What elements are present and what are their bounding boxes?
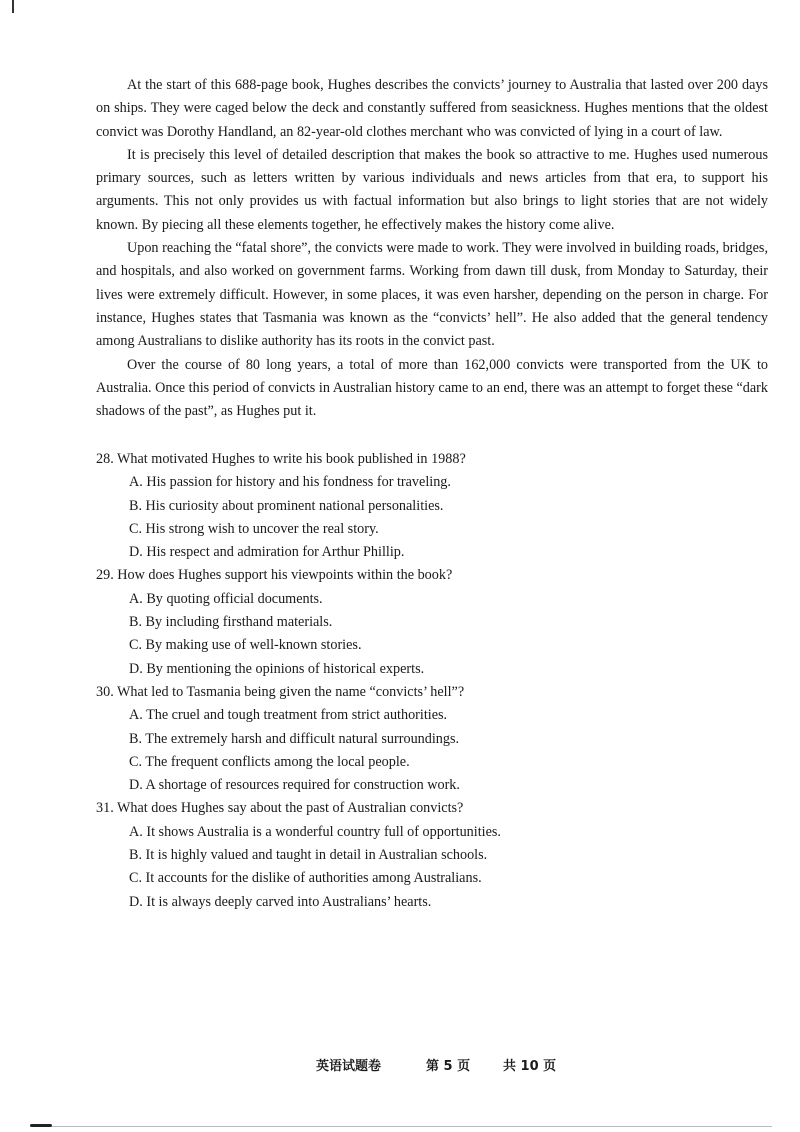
question-stem: 29. How does Hughes support his viewpoints within the book?	[96, 567, 453, 584]
option-a: A. By quoting official documents.	[129, 590, 323, 607]
option-c: C. The frequent conflicts among the local people.	[129, 753, 410, 770]
option-c: C. His strong wish to uncover the real story.	[129, 520, 379, 537]
option-a: A. The cruel and tough treatment from strict authorities.	[129, 707, 448, 724]
passage-paragraph-1: At the start of this 688-page book, Hughes describes the convicts’ journey to Australia that lasted over 200 days on ships. They were caged below the deck and constantly suffered from seasickness. Hughes mentions that the oldest convict was Dorothy Handland, an 82-year-old clothes merchant who was convicted of lying in a court of law.	[96, 77, 768, 140]
option-d: D. His respect and admiration for Arthur Phillip.	[129, 544, 405, 561]
passage-paragraph-3: Upon reaching the “fatal shore”, the convicts were made to work. They were involved in building roads, bridges, and hospitals, and also worked on government farms. Working from dawn till dusk, from Monday to Saturday, their lives were extremely difficult. However, in some places, it was even harsher, depending on the person in charge. For instance, Hughes states that Tasmania was known as the “convicts’ hell”. He also added that the general tendency among Australians to dislike authority has its roots in the convict past.	[96, 240, 768, 350]
option-a: A. It shows Australia is a wonderful country full of opportunities.	[129, 823, 501, 840]
option-b: B. It is highly valued and taught in detail in Australian schools.	[129, 847, 488, 864]
option-b: B. The extremely harsh and difficult natural surroundings.	[129, 730, 460, 747]
scan-edge-mark	[12, 0, 14, 13]
option-d: D. By mentioning the opinions of historical experts.	[129, 660, 425, 677]
question-28	[96, 448, 768, 564]
question-30	[96, 681, 768, 797]
footer-total-pages: 共 10 页	[503, 1059, 557, 1074]
option-d: D. A shortage of resources required for construction work.	[129, 777, 460, 794]
option-a: A. His passion for history and his fondness for traveling.	[129, 474, 451, 491]
option-c: C. It accounts for the dislike of authorities among Australians.	[129, 870, 482, 887]
option-b: B. By including firsthand materials.	[129, 614, 333, 631]
question-stem: 28. What motivated Hughes to write his book published in 1988?	[96, 451, 466, 467]
question-stem: 30. What led to Tasmania being given the name “convicts’ hell”?	[96, 683, 465, 700]
footer-subject: 英语试题卷	[316, 1059, 382, 1074]
question-31	[96, 797, 768, 913]
question-stem: 31. What does Hughes say about the past of Australian convicts?	[96, 800, 464, 817]
passage-paragraph-2: It is precisely this level of detailed description that makes the book so attractive to me. Hughes used numerous primary sources, such as letters written by various individuals and news articles from that era, to support his arguments. This not only provides us with factual information but also brings to light stories that are not widely known. By piecing all these elements together, he effectively makes the history come alive.	[96, 146, 768, 233]
reading-passage	[96, 74, 768, 423]
option-d: D. It is always deeply carved into Australians’ hearts.	[129, 893, 432, 910]
scan-edge-line	[52, 1126, 772, 1127]
option-b: B. His curiosity about prominent national personalities.	[129, 497, 444, 514]
question-29	[96, 564, 768, 680]
question-list	[96, 448, 768, 914]
scan-artifact	[30, 1124, 52, 1127]
footer-page-number: 第 5 页	[426, 1059, 471, 1074]
passage-paragraph-4: Over the course of 80 long years, a total of more than 162,000 convicts were transported from the UK to Australia. Once this period of convicts in Australian history came to an end, there was an attempt to forget these “dark shadows of the past”, as Hughes put it.	[96, 356, 768, 420]
option-c: C. By making use of well-known stories.	[129, 637, 362, 654]
